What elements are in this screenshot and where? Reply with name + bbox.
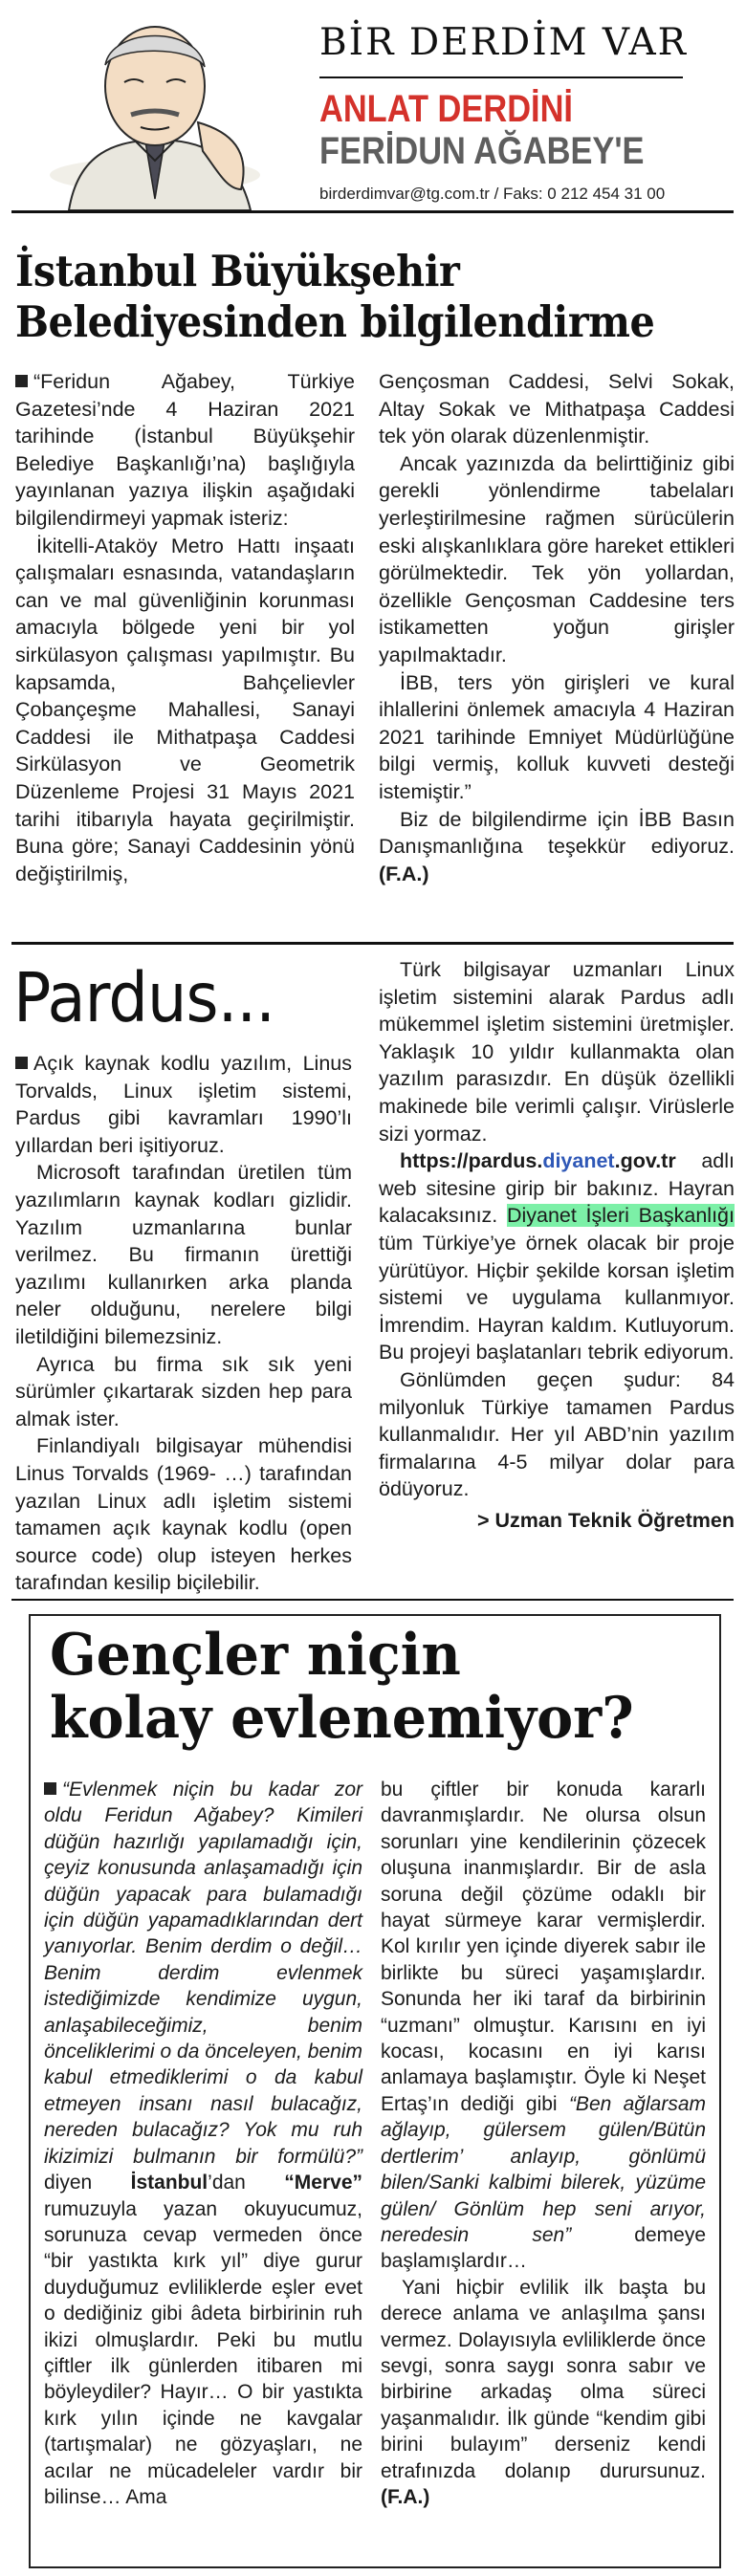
article1-title-line2: Belediyesinden bilgilendirme bbox=[15, 296, 655, 347]
article1-text: “Feridun Ağabey, Türkiye Gazetesi’nde 4 Haziran 2021 tarihinde (İstanbul Büyükşehir Belediye Başkanlığı’na) başlığıyla yayınlanan yazıya ilişkin aşağıdaki bilgilendirmeyi yapmak isteriz: bbox=[15, 370, 355, 530]
section-divider bbox=[11, 942, 734, 945]
article2-title: Pardus... bbox=[13, 958, 275, 1037]
article3-text: Yani hiçbir evlilik ilk başta bu derece anlama ve anlaşılma şansı vermez. Dolayısıyla evliliklerde önce sevgi, sonra saygı sonra sabır ve birbirine arkadaş olma süreci yaşanmalıdır. İlk günde “kendim gibi birini bulayım” derseniz kendi etrafınızda dolanıp durursunuz. bbox=[381, 2276, 706, 2482]
reader-city: İstanbul bbox=[130, 2172, 208, 2194]
header-bottom-rule bbox=[11, 210, 734, 213]
article2-paragraph: Microsoft tarafından üretilen tüm yazılımların kaynak kodları gizlidir. Yazılım uzmanlarına bunlar verilmez. Bu firmanın ürettiği yazılımı kullanırken arka planda neler olduğunu, nerelere bilgi iletildiğini bilemezsiniz. bbox=[15, 1161, 352, 1348]
article1-text: Biz de bilgilendirme için İBB Basın Danışmanlığına teşekkür ediyoruz. bbox=[379, 807, 735, 859]
article1-paragraph: Gençosman Caddesi, Selvi Sokak, Altay Sokak ve Mithatpaşa Caddesi tek yön olarak düzenlenmiştir. bbox=[379, 370, 735, 448]
article1-title-line1: İstanbul Büyükşehir bbox=[15, 246, 460, 296]
article3-text: bu çiftler bir konuda kararlı davranmışlardır. Ne olursa olsun sorunları yine kendilerinin çözecek oluşuna inanmışlardır. Bir de asla soruna değil çözüme odaklı bir hayat sürmeye karar vermişlerdir. Kol kırılır yen içinde diyerek sabır ile birlikte bu süreci yaşamışlardır. Sonunda her iki taraf da birbirinin “uzmanı” olmuştur. Karısını en iyi kocası, kocasını en iyi karısı anlamaya başlamıştır. Öyle ki Neşet Ertaş’ın dediği gibi bbox=[381, 1779, 706, 2115]
pardus-url[interactable] bbox=[400, 1149, 676, 1172]
bullet-square-icon bbox=[15, 1057, 28, 1069]
article1-paragraph bbox=[379, 806, 735, 888]
slogan-red: ANLAT DERDİNİ bbox=[319, 88, 573, 130]
article1-paragraph: İBB, ters yön girişleri ve kural ihlallerini önlemek amacıyla 4 Haziran 2021 tarihinde Emniyet Müdürlüğüne bilgi vermiş, kolluk kuvveti desteği istemiştir.” bbox=[379, 670, 735, 803]
article3-right-column bbox=[381, 1777, 706, 2510]
article2-paragraph bbox=[379, 1147, 735, 1366]
article1-signature: (F.A.) bbox=[379, 862, 429, 885]
columnist-caricature-icon bbox=[11, 8, 303, 210]
article3-text: demeye başlamışlardır… bbox=[381, 2223, 706, 2273]
article2-left-column bbox=[15, 1050, 352, 1597]
article3-paragraph bbox=[44, 1777, 362, 2510]
article3-title-line1: Gençler niçin bbox=[50, 1622, 461, 1689]
bullet-square-icon bbox=[15, 375, 28, 387]
contact-info: birderdimvar@tg.com.tr / Faks: 0 212 454 31 00 bbox=[319, 185, 666, 203]
url-part-highlight: diyanet bbox=[542, 1149, 615, 1173]
column-title: BİR DERDİM VAR bbox=[319, 21, 688, 64]
article3-paragraph bbox=[381, 2275, 706, 2511]
article2-signature: > Uzman Teknik Öğretmen bbox=[476, 1508, 735, 1532]
article1-left-column bbox=[15, 368, 355, 887]
article1-paragraph: Ancak yazınızda da belirttiğiniz gibi gerekli yönlendirme tabelaları yerleştirilmesine rağmen sürücülerin eski alışkanlıklara göre hareket ettikleri görülmektedir. Tek yön yollardan, özellikle Gençosman Caddesine ters istikametten yoğun girişler yapılmaktadır. bbox=[379, 451, 735, 666]
article2-paragraph: Ayrıca bu firma sık sık yeni sürümler çıkartarak sizden hep para almak ister. bbox=[15, 1352, 352, 1430]
article1-paragraph bbox=[15, 368, 355, 533]
article2-text: adlı web sitesine girip bir bakınız. Hayran kalacaksınız. bbox=[379, 1149, 735, 1228]
article2-right-column bbox=[379, 956, 735, 1534]
article2-text: tüm Türkiye’ye örnek olacak bir proje yürütüyor. Hiçbir şekilde korsan işletim sistemi ve uygulama kullanmıyor. İmrendim. Hayran kaldım. Kutluyorum. Bu projeyi başlatanları tebrik ediyorum. bbox=[379, 1231, 735, 1364]
article1-paragraph: İkitelli-Ataköy Metro Hattı inşaatı çalışmaları esnasında, vatandaşların can ve mal güvenliğinin korunması amacıyla bölgede yeni bir yol sirkülasyon çalışması yapılmıştır. Bu kapsamda, Bahçelievler Çobançeşme Mahallesi, Sanayi Caddesi ile Mithatpaşa Caddesi Sirkülasyon ve Geometrik Düzenleme Projesi 31 Mayıs 2021 tarihi itibarıyla hayata geçirilmiştir. Buna göre; Sanayi Caddesinin yönü değiştirilmiş, bbox=[15, 534, 355, 885]
article3-paragraph bbox=[381, 1777, 706, 2275]
columnist-portrait bbox=[11, 8, 303, 210]
section-divider bbox=[11, 1599, 734, 1601]
reader-nickname: “Merve” bbox=[284, 2172, 362, 2194]
article3-signature: (F.A.) bbox=[381, 2485, 430, 2508]
song-quote-italic: “Ben ağlarsam ağlayıp, gülersem gülen/Bütün dertlerim’ anlayıp, gönlümü bilen/Sanki kalbimi bilerek, yüzüme gülen/ Gönlüm hep seni arıyor, neredesin sen” bbox=[381, 2092, 706, 2246]
highlighted-text: Diyanet İşleri Başkanlığı bbox=[506, 1204, 735, 1228]
article3-left-column bbox=[44, 1777, 362, 2510]
article2-paragraph: Finlandiyalı bilgisayar mühendisi Linus Torvalds (1969- …) tarafından yazılan Linux adlı işletim sistemi tamamen açık kaynak kodlu (open source code) olup isteyen herkes tarafından kesilip biçilebilir. bbox=[15, 1434, 352, 1595]
article3-text: ’dan bbox=[208, 2172, 285, 2194]
article3-text: diyen bbox=[44, 2172, 131, 2194]
article2-text: Açık kaynak kodlu yazılım, Linus Torvalds, Linux işletim sistemi, Pardus gibi kavramları 1990’lı yıllardan beri işitiyoruz. bbox=[15, 1052, 352, 1157]
header-divider bbox=[319, 76, 683, 78]
article1-right-column bbox=[379, 368, 735, 887]
article3-title-line2: kolay evlenemiyor? bbox=[50, 1685, 634, 1752]
article3-text: rumuzuyla yazan okuyucumuz, sorunuza cevap vermeden önce “bir yastıkta kırk yıl” diye gurur duyduğumuz evliliklerde eşler evet o dediğiniz gibi âdeta birbirinin ruh ikizi olmuşlardır. Peki bu mutlu çiftler ilk günlerden itibaren mi böyleydiler? Hayır… O bir yastıkta kırk yılın içinde ne kavgalar (tartışmalar) ne gözyaşları, ne acılar ne mücadeleler vardır bir bilinse… Ama bbox=[44, 2197, 362, 2508]
article2-paragraph: Türk bilgisayar uzmanları Linux işletim sistemini alarak Pardus adlı mükemmel işletim sistemini üretmişler. Yaklaşık 10 yıldır kullanmakta olan yazılım parasızdır. En düşük özellikli makinede bile verimli çalışır. Virüslerle sizi yormaz. bbox=[379, 958, 735, 1146]
url-part: .gov.tr bbox=[614, 1149, 676, 1173]
article2-paragraph bbox=[15, 1050, 352, 1159]
url-part: https://pardus. bbox=[400, 1149, 543, 1173]
bullet-square-icon bbox=[44, 1782, 56, 1795]
reader-letter-italic: “Evlenmek niçin bu kadar zor oldu Feridun Ağabey? Kimileri düğün hazırlığı yapılamadığı için, çeyiz konusunda anlaşamadığı için düğün yapacak para bulamadığı için düğün yapamadıklarından dert yanıyorlar. Benim derdim o değil… Benim derdim evlenmek istediğimizde kendimize uygun, anlaşabileceğimiz, benim önceliklerimi o da önceleyen, benim kabul etmediklerimi o da kabul etmeyen insanı nasıl bulacağız, nereden bulacağız? Yok mu ruh ikizimizi bulmanın bir formülü?” bbox=[44, 1779, 362, 2168]
slogan-grey: FERİDUN AĞABEY'E bbox=[319, 130, 645, 172]
article2-paragraph: Gönlümden geçen şudur: 84 milyonluk Türkiye tamamen Pardus kullanmalıdır. Her yıl ABD’nin yazılım firmalarına 4-5 milyar dolar para ödüyoruz. bbox=[379, 1367, 735, 1501]
